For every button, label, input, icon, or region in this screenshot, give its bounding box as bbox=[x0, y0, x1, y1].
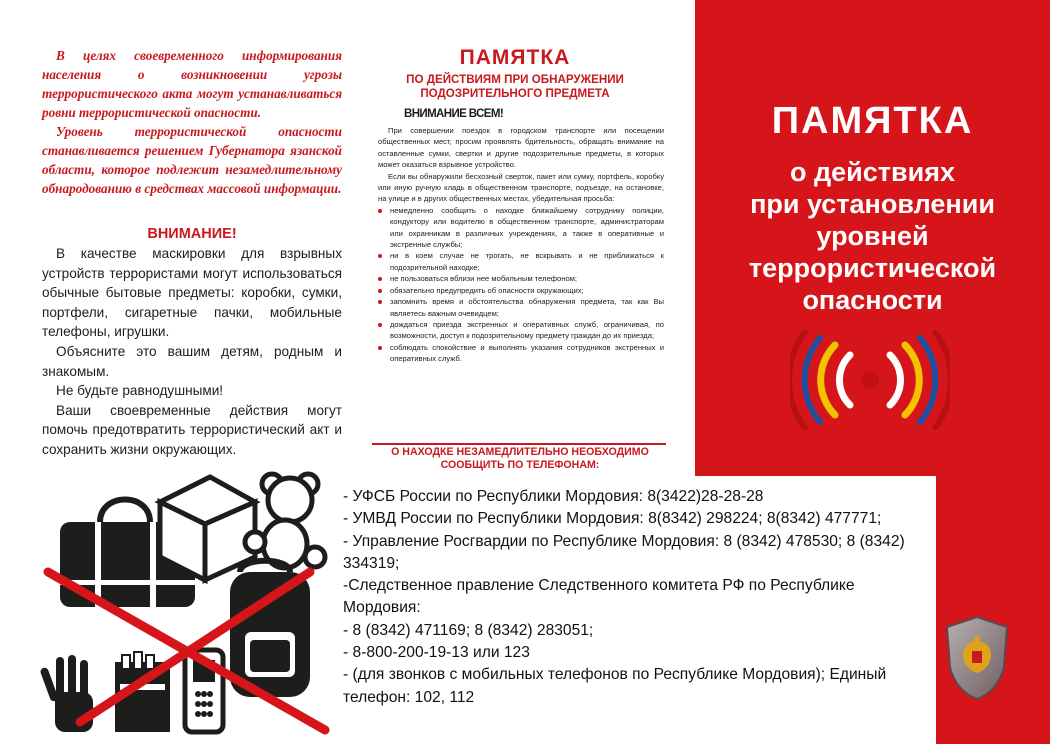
phone-entry: - УМВД России по Республики Мордовия: 8(8342) 298224; 8(8342) 477771; bbox=[343, 510, 882, 528]
instructions-text bbox=[378, 125, 664, 365]
cover-title: ПАМЯТКА bbox=[771, 100, 974, 142]
bullet-icon bbox=[378, 254, 382, 258]
phone-entry: - (для звонков с мобильных телефонов по Республике Мордовия); Единый телефон: 102, 112 bbox=[343, 666, 887, 706]
bullet-icon bbox=[378, 277, 382, 281]
list-item bbox=[378, 296, 664, 319]
phone-entry: - 8 (8342) 471169; 8 (8342) 283051; bbox=[343, 621, 594, 639]
phone-entry: - Управление Росгвардии по Республике Мордовия: 8 (8342) 478530; 8 (8342) 334319; bbox=[343, 532, 905, 572]
cover-subtitle-line: опасности bbox=[802, 285, 943, 315]
phones-list bbox=[343, 486, 933, 709]
list-item bbox=[378, 273, 664, 284]
list-item bbox=[378, 319, 664, 342]
cover-subtitle-line: уровней bbox=[816, 221, 929, 251]
cover-subtitle-line: при установлении bbox=[750, 189, 995, 219]
phone-entry: - УФСБ России по Республики Мордовия: 8(3422)28-28-28 bbox=[343, 488, 764, 505]
bullet-icon bbox=[378, 300, 382, 304]
list-item bbox=[378, 250, 664, 273]
bullet-icon bbox=[378, 346, 382, 350]
phone-heading bbox=[370, 446, 670, 471]
phone-entry: -Следственное правление Следственного комитета РФ по Республике Мордовия: bbox=[343, 577, 855, 617]
list-item bbox=[378, 342, 664, 365]
list-item-text: соблюдать спокойствие и выполнять указания сотрудников экстренных и оперативных служб. bbox=[390, 342, 664, 364]
list-item-text: запомнить время и обстоятельства обнаружения предмета, так как Вы являетесь важным очевидцем; bbox=[390, 297, 664, 318]
bullet-icon bbox=[378, 209, 382, 213]
body-paragraph-4: Ваши своевременные действия могут помочь предотвратить террористический акт и сохранить жизни окружающих. bbox=[42, 402, 342, 457]
list-item-text: дождаться приезда экстренных и оперативных служб, ограничивая, по возможности, доступ к подозрительному предмету граждан до их приезда; bbox=[390, 319, 664, 341]
middle-title: ПАМЯТКА bbox=[459, 46, 571, 69]
middle-subtitle-line-2: ПОДОЗРИТЕЛЬНОГО ПРЕДМЕТА bbox=[420, 87, 610, 100]
instructions-paragraph-1: При совершении поездок в городском транспорте или посещении общественных мест, просим проявлять бдительность, обращать внимание на оставленные сумки, свертки и другие подозрительные предметы, в которых может оказаться взрывное устройство. bbox=[378, 126, 664, 170]
russian-coat-of-arms-shield-icon bbox=[944, 615, 1010, 701]
list-item-text: немедленно сообщить о находке ближайшему сотруднику полиции, кондуктору или водителю в общественном транспорте, администраторам или охранникам в различных учреждениях, а также в оперативные и экстренные службы; bbox=[390, 205, 664, 250]
list-item-text: обязательно предупредить об опасности окружающих; bbox=[390, 285, 584, 295]
phone-heading-line-1: О НАХОДКЕ НЕЗАМЕДЛИТЕЛЬНО НЕОБХОДИМО bbox=[391, 446, 649, 458]
body-paragraph-2: Объясните это вашим детям, родным и знакомым. bbox=[42, 343, 342, 379]
cover-subtitle-line: о действиях bbox=[790, 157, 955, 187]
instructions-list bbox=[378, 205, 664, 365]
list-item-text: ни в коем случае не трогать, не вскрывать и не приближаться к подозрительной находке; bbox=[390, 251, 664, 272]
middle-subtitle-line-1: ПО ДЕЙСТВИЯМ ПРИ ОБНАРУЖЕНИИ bbox=[406, 73, 624, 86]
phone-heading-line-2: СООБЩИТЬ ПО ТЕЛЕФОНАМ: bbox=[440, 458, 600, 471]
intro-paragraph-2: Уровень террористической опасности станавливается решением Губернатора язанской области, которое подлежит незамедлительному обнародованию в средствах массовой информации. bbox=[42, 124, 342, 196]
body-paragraph-3: Не будьте равнодушными! bbox=[56, 383, 224, 399]
bullet-icon bbox=[378, 323, 382, 327]
signal-waves-icon bbox=[790, 330, 950, 430]
left-intro bbox=[42, 46, 342, 198]
list-item bbox=[378, 205, 664, 251]
attention-heading: ВНИМАНИЕ ВСЕМ! bbox=[404, 108, 504, 120]
middle-subtitle bbox=[350, 73, 680, 101]
list-item-text: не пользоваться вблизи нее мобильным телефоном; bbox=[390, 274, 578, 284]
bullet-icon bbox=[378, 289, 382, 293]
intro-paragraph-1: В целях своевременного информирования населения о возникновении угрозы террористического акта могут устанавливаться ровни террористической опасности. bbox=[42, 48, 342, 120]
list-item bbox=[378, 285, 664, 296]
instructions-paragraph-2: Если вы обнаружили бесхозный сверток, пакет или сумку, портфель, коробку или иную ручную кладь в общественном транспорте, подъезде, на остановке, на улице и в других общественных местах, убедительная просьба: bbox=[378, 171, 664, 204]
left-body bbox=[42, 244, 342, 460]
divider bbox=[372, 443, 666, 445]
body-paragraph-1: В качестве маскировки для взрывных устройств террористами могут использоваться обычные бытовые предметы: коробки, сумки, портфели, сигаретные пачки, мобильные телефоны, игрушки. bbox=[42, 246, 342, 340]
warning-heading: ВНИМАНИЕ! bbox=[147, 226, 237, 242]
cover-subtitle-line: террористической bbox=[748, 253, 997, 283]
suspicious-items-illustration bbox=[40, 462, 340, 740]
cover-subtitle bbox=[695, 156, 1050, 316]
phone-entry: - 8-800-200-19-13 или 123 bbox=[343, 644, 530, 662]
